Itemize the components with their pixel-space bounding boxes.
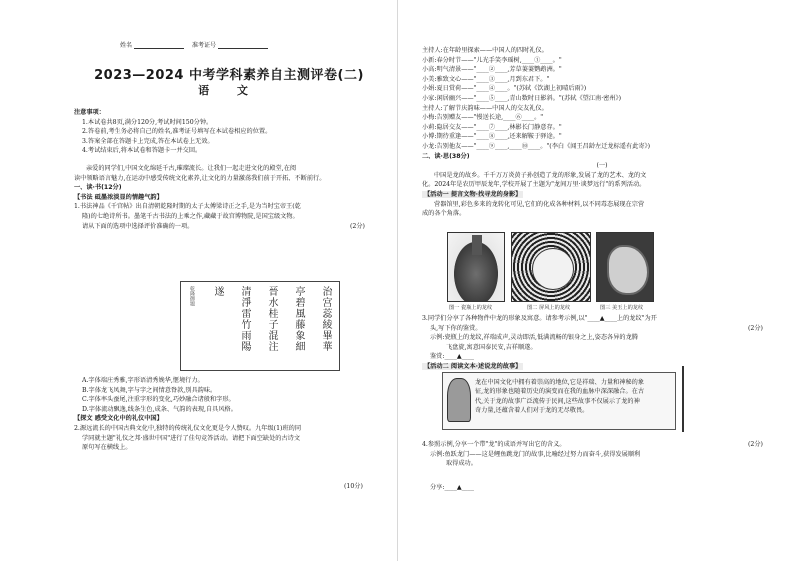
q1-options — [74, 376, 384, 453]
part-number: (一) — [596, 162, 608, 170]
dialog-line: 小高:明气清景——"____②____,芳草萋萋鹦鹉洲。" — [422, 66, 562, 74]
dialog-line: 小娟:夏日赏荷——"____④____。"(苏轼《饮湖上初晴后雨》) — [422, 85, 587, 93]
calligraphy-image — [180, 281, 340, 371]
q3-score: (2分) — [748, 325, 763, 332]
dialog-block — [422, 46, 782, 219]
activity2-tag: 【活动二 阅读文本·述说龙的故事】 — [424, 362, 522, 370]
screen-dragon-image — [511, 232, 591, 302]
dragon-illustration — [447, 378, 471, 422]
q4-example-line: 取得成功。 — [446, 460, 477, 468]
q1-score: (2分) — [350, 223, 365, 230]
option-a[interactable]: A.字体端庄秀雅,字形语清秀娩华,惬境行力。 — [82, 377, 204, 384]
q2-line: 原句写在横线上。 — [82, 444, 132, 452]
q4-answer[interactable]: 分享:____▲____ — [430, 483, 474, 491]
caption-1: 图一 瓷瓶上的龙纹 — [449, 305, 493, 311]
q3-example-line: 飞盘旋,寓意国泰民安,吉祥顺遂。 — [446, 343, 537, 351]
calligraphy-col: 治宫蕊綾畢華 — [320, 286, 331, 352]
part2-tag: 【探文 感受文化中的礼仪中国】 — [74, 415, 163, 423]
dialog-line: 主持人:在年龄里探索——中国人的四时礼仪。 — [422, 47, 548, 54]
notes — [74, 108, 384, 156]
note-item: 3.答案全部在答题卡上完成,答在本试卷上无效。 — [82, 137, 214, 145]
calligraphy-col: 晉水桂子混注 — [266, 286, 277, 352]
dialog-line: 小美:雅致文心——"____③____,月到东君下。" — [422, 75, 550, 83]
calligraphy-col: 清淨雷竹雨陽 — [239, 286, 250, 352]
jade-dragon-image — [596, 232, 654, 302]
passage-line: 化。2024年是农历甲辰龙年,学校开展了主题为"龙间万里·谈梦远行"的系列活动。 — [422, 181, 646, 189]
option-c[interactable]: C.字体率头蚕尾,注重字形的变化,巧妙融合诸般和字形。 — [82, 396, 235, 404]
section1-heading: 一、读·书(12分) — [74, 184, 122, 192]
name-label: 姓名 — [120, 42, 133, 49]
q3-block — [422, 314, 782, 372]
exam-title: 2023—2024 中考学科素养自主测评卷(二) — [94, 68, 364, 83]
dialog-line: 小莉:隐居交友——"____⑦____,林影长门静意存。" — [422, 123, 562, 131]
banner-text: 龙在中国文化中拥有着崇高的地位,它是祥瑞、力量和神秘的象征,龙的形象也随着历史的演变而在我的血脉中深深融合。在古代,关于龙的故事广泛流传于民间,这些故事不仅展示了龙的神奇力量,还蕴含着人们对于龙的无尽敬畏。 — [475, 379, 645, 415]
dialog-line: 小博:期待重逢——"____⑧____,还来解鞍于驿途。" — [422, 133, 562, 141]
dialog-line: 小梅:告别赠友——"慢送长途,____⑥____。" — [422, 114, 544, 122]
page-fold — [397, 0, 398, 561]
banner-pole — [682, 366, 684, 432]
calligraphy-signature: 乾隆御题 — [189, 286, 195, 306]
q3-answer[interactable]: 鉴赏:____▲____ — [430, 353, 474, 361]
q4-block — [422, 440, 782, 492]
caption-2: 图二 屏风上的龙纹 — [527, 305, 571, 311]
calligraphy-col: 遂 — [212, 286, 223, 297]
q1-line: 1.书法神品《千宫帖》出自清朝乾隆时期的太子太傅梁诗正之手,是为当时宝帝王(乾 — [74, 203, 301, 211]
note-item: 4.考试结束后,将本试卷和答题卡一并交回。 — [82, 147, 202, 155]
name-bar — [120, 40, 274, 49]
option-d[interactable]: D.字体流动飘逸,线条生色,成条、气韵的表现,自具风格。 — [82, 405, 237, 413]
section2-heading: 二、读·思(38分) — [422, 152, 470, 160]
q1-line: 隆)的七绝诗所书。墨笔千古书法的上乘之作,藏藏于故宫博物院,是国宝级文物。 — [82, 212, 299, 220]
intro — [74, 164, 384, 231]
intro-line: 读中领略语言魅力,在运动中感受传统文化素养,让文化的力量激荡我们前于开拓、不断前行。 — [74, 174, 326, 182]
q3-example-line: 示例:瓷瓶上的龙纹,祥瑞成声,灵动即活,低满流畅的银身之上,姿态各异的龙腾 — [430, 334, 638, 342]
dialog-line: 小龙:告别他友——"____⑨____,____⑩____。"(李白《闻王昌龄左迁龙标遥有此寄》) — [422, 142, 651, 150]
activity1-tag: 【活动一 提言文物·找寻龙的身影】 — [424, 190, 522, 198]
dialog-line: 小新:春分时节——"儿光手笑李瑶树,____①____。" — [422, 56, 562, 64]
caption-3: 图三 美玉上的龙纹 — [600, 305, 644, 311]
q4-line: 4.参照示例,分享一个带"龙"的成语并写出它的含义。 — [422, 441, 566, 448]
passage-line: 中国是龙的故乡。千千万万炎黄子孙创造了龙的形象,发展了龙的艺术、龙的文 — [434, 171, 647, 179]
q2-line: 2.源远流长的中国古典文化中,独特的传统礼仪文化更是令人赞叹。九年级(1)班的同 — [74, 424, 302, 432]
q4-score: (2分) — [748, 441, 763, 448]
q1-line: 请从下面的选项中选择评价准确的一项。 — [82, 222, 194, 230]
activity1-line: 成的各个角落。 — [422, 210, 466, 218]
calligraphy-col: 亭碧風藤象細 — [293, 286, 304, 352]
q3-line: 头,写下你的鉴赏。 — [430, 324, 482, 332]
vase-dragon-image — [447, 232, 505, 302]
q3-line: 3.同学们分享了各种物件中龙的形象及寓意。请参考示例,以"____▲____上的龙纹"为开 — [422, 315, 657, 322]
dialog-line: 主持人:了解节庆韵味——中国人的交友礼仪。 — [422, 104, 548, 112]
q4-example-line: 示例:鱼跃龙门——这是鲤鱼跳龙门的故事,比喻经过努力而奋斗,获得发展顺利 — [430, 450, 641, 458]
subject-title: 语 文 — [198, 84, 260, 97]
dialog-line: 小家:闲居幽兴——"____⑤____,青山数时日影斜。"(苏轼《望江南·密州》) — [422, 94, 622, 102]
exam-no-label: 准考证号 — [191, 42, 216, 49]
intro-line: 亲爱的同学们,中国文化绵延千古,璀璨流长。让我们一起走进文化的殿堂,在阅 — [86, 165, 297, 172]
exam-no-field[interactable] — [218, 42, 268, 49]
option-b[interactable]: B.字体龙飞凤舞,字与字之间情意脊款,别具韵味。 — [82, 386, 217, 394]
note-item: 1.本试卷共8页,满分120分,考试时间150分钟。 — [82, 118, 213, 126]
notes-heading: 注意事项： — [74, 109, 105, 116]
note-item: 2.答卷前,考生务必将自己的姓名,准考证号填写在本试卷相应的位置。 — [82, 128, 272, 136]
part1-tag: 【书法 砥墨浓淡显的情趣气韵】 — [74, 193, 163, 201]
activity1-line: 营器馆里,彩色多来的龙转化可见,它们的化成各种材料,以不同毒态展现在宗营 — [434, 200, 645, 208]
name-field[interactable] — [134, 42, 184, 49]
q2-score: (10分) — [344, 483, 363, 490]
q2-line: 学同就主题"礼仪之邦·盛世中国"进行了佳句竞答活动。请把下面空缺处的古诗文 — [82, 434, 301, 442]
